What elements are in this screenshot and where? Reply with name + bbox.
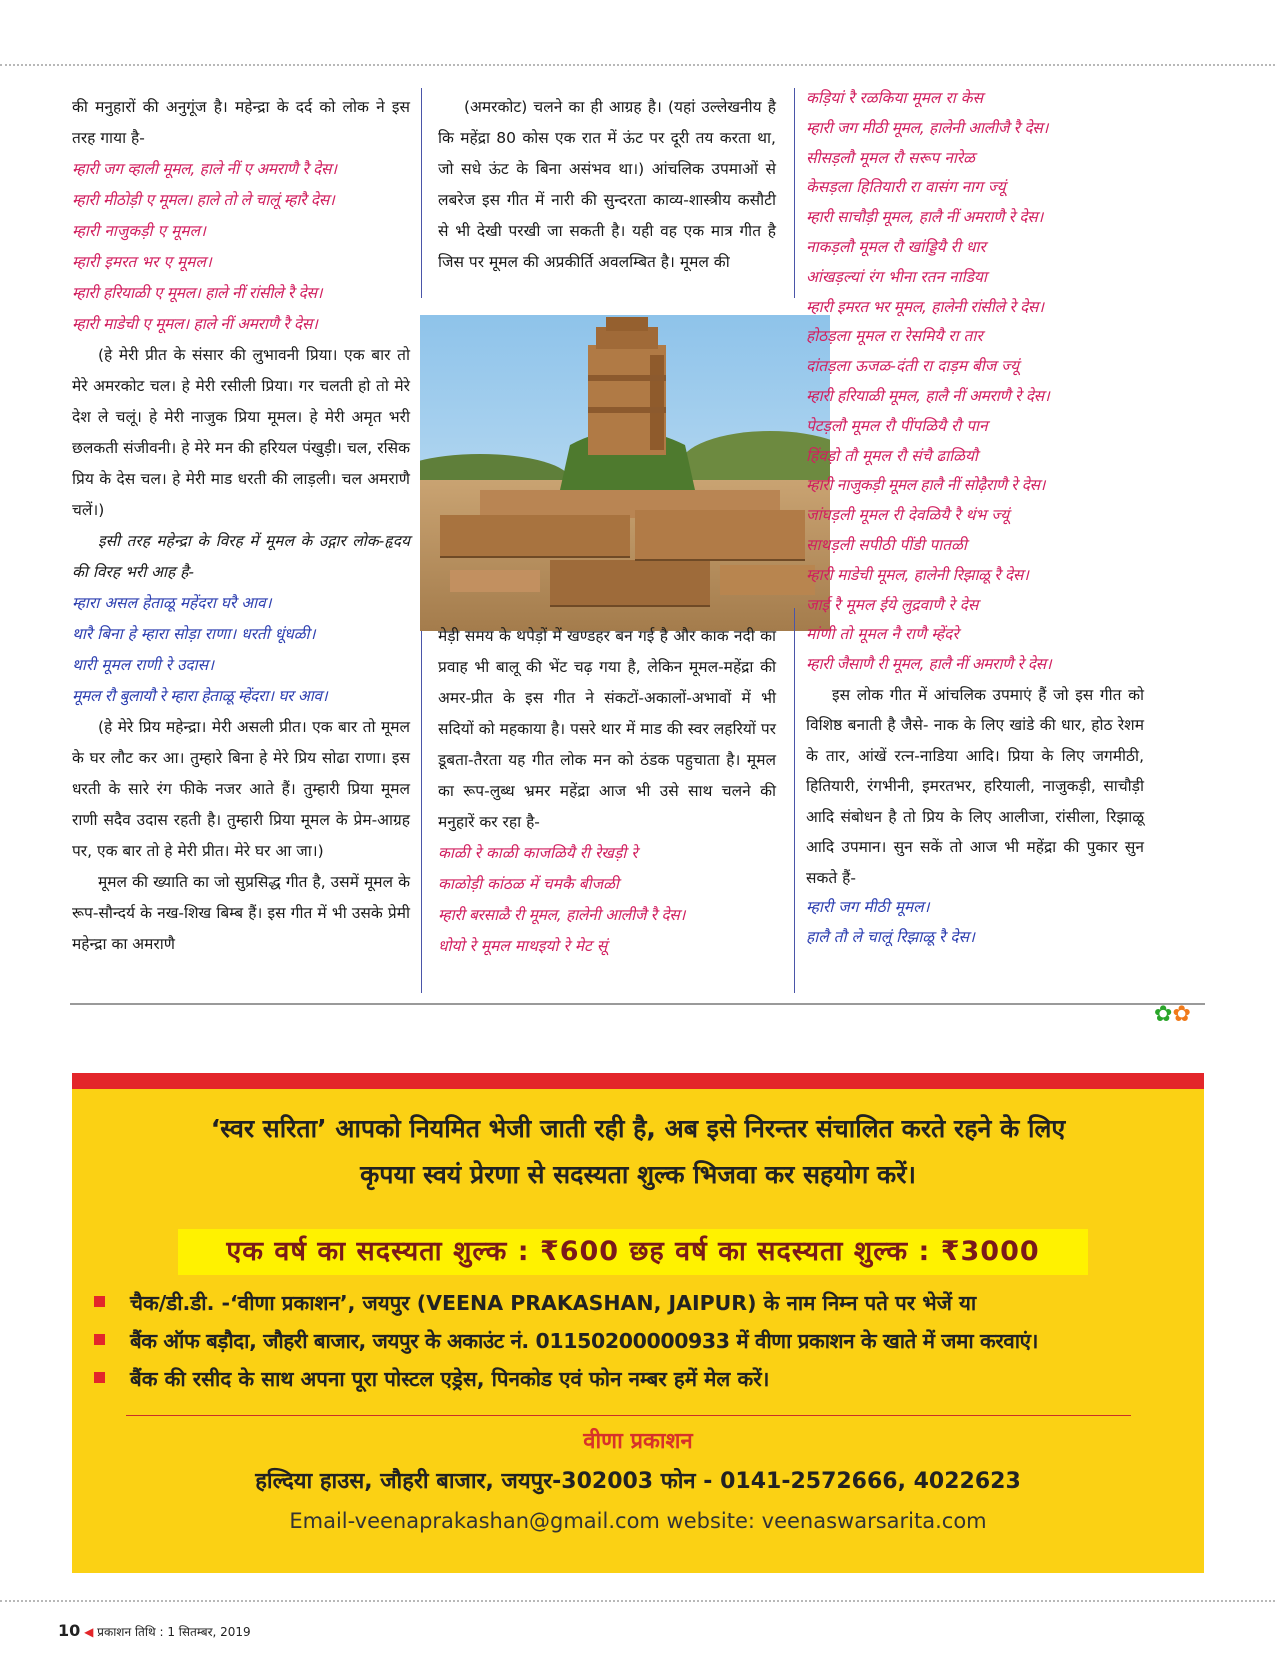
song-line: म्हारी बरसाळै री मूमल, हालेनी आलीजै रै देस। <box>438 906 686 924</box>
column-divider-1 <box>421 88 422 298</box>
col2-paragraph-2: मेड़ी समय के थपेड़ों में खण्डहर बन गई है और काक नदी का प्रवाह भी बालू की भेंट चढ़ गया है, लेकिन मूमल-महेंद्रा की अमर-प्रीत के इस गीत ने संकटों-अकालों-अभावों में भी सदियों को महकाया है। पसरे थार में माड की स्वर लहरियों पर डूबता-तैरता यह गीत लोक मन को ठंडक पहुचाता है। मूमल का रूप-लुब्ध भ्रमर महेंद्रा आज भी उसे साथ चलने की मनुहारें कर रहा है- <box>438 627 776 831</box>
song-line: दांतड़ला ऊजळ-दंती रा दाड़म बीज ज्यूं <box>806 357 1020 376</box>
song-line: म्हारी जग मीठी मूमल। <box>806 898 930 917</box>
song-line: म्हारी नाजुकड़ी ए मूमल। <box>72 222 206 240</box>
page-number: 10 <box>58 1621 81 1640</box>
song-line: धोयो रे मूमल माथइयो रे मेट सूं <box>438 937 608 955</box>
song-line: म्हारी माडेची ए मूमल। हाले नीं अमराणै रै देस। <box>72 315 318 333</box>
song-line: म्हारी नाजुकड़ी मूमल हालै नीं सोढ़ैराणै रे देस। <box>806 476 1046 495</box>
section-divider <box>70 1003 1205 1005</box>
song-line: मांणी तो मूमल नै राणै म्हेंदरे <box>806 625 959 644</box>
song-line: म्हारी इमरत भर ए मूमल। <box>72 253 212 271</box>
temple-ruins-photo <box>420 315 830 631</box>
publication-date: प्रकाशन तिथि : 1 सितम्बर, 2019 <box>97 1625 251 1639</box>
column-3 <box>806 84 1144 953</box>
song-line: म्हारी जग मीठी मूमल, हालेनी आलीजै रै देस। <box>806 118 1049 137</box>
song-line: म्हारी माडेची मूमल, हालेनी रिझाळू रै देस। <box>806 565 1029 584</box>
notice-line-1: ‘स्वर सरिता’ आपको नियमित भेजी जाती रही है, अब इसे निरन्तर संचालित करते रहने के लिए <box>210 1114 1066 1143</box>
song-line: काळी रे काळी काजळियै री रेखड़ी रे <box>438 844 638 862</box>
column-divider-2b <box>794 608 795 993</box>
song-line: म्हारी मीठोड़ी ए मूमल। हाले तो ले चालूं म्हारै देस। <box>72 191 335 209</box>
song-line: साथड़ली सपीठी पींडी पातळी <box>806 535 967 554</box>
payment-instruction: बैंक की रसीद के साथ अपना पूरा पोस्टल एड्रेस, पिनकोड एवं फोन नम्बर हमें मेल करें। <box>94 1365 769 1393</box>
inner-divider <box>126 1415 1131 1416</box>
song-line: म्हारी हरियाळी ए मूमल। हाले नीं रांसीले रै देस। <box>72 284 323 302</box>
song-line: सीसड़लौ मूमल रौ सरूप नारेळ <box>806 148 975 167</box>
col3-paragraph-1: इस लोक गीत में आंचलिक उपमाएं हैं जो इस गीत को विशिष्ठ बनाती है जैसे- नाक के लिए खांडे की धार, होठ रेशम के तार, आंखें रत्न-नाडिया आदि। प्रिया के लिए जगमीठी, हितियारी, रंगभीनी, इमरतभर, हरियाली, नाजुकड़ी, साचौड़ी आदि संबोधन है तो प्रिय के लिए आलीजा, रांसीला, रिझाळू आदि उपमान। सुन सकें तो आज भी महेंद्रा की पुकार सुन सकते हैं- <box>806 685 1144 887</box>
song-line: हालै तौ ले चालूं रिझाळू रै देस। <box>806 928 975 947</box>
column-2-bottom <box>438 621 776 962</box>
column-divider-1b <box>421 608 422 993</box>
col1-paragraph-4: (हे मेरे प्रिय महेन्द्रा। मेरी असली प्रीत। एक बार तो मूमल के घर लौट कर आ। तुम्हारे बिना हे मेरे प्रिय सोढा राणा। इस धरती के सारे रंग फीके नजर आते हैं। तुम्हारी प्रिया मूमल राणी सदैव उदास रहती है। तुम्हारी प्रिया मूमल के प्रेम-आग्रह पर, एक बार तो हे मेरी प्रीत। मेरे घर आ जा।) <box>72 718 410 860</box>
subscription-notice <box>72 1073 1204 1573</box>
song-line: म्हारी साचौड़ी मूमल, हालै नीं अमराणै रे देस। <box>806 208 1043 227</box>
top-dotted-rule <box>0 64 1275 66</box>
bullet-icon <box>94 1296 105 1307</box>
page-footer <box>58 1621 251 1640</box>
col1-paragraph-1: की मनुहारों की अनुगूंज है। महेन्द्रा के दर्द को लोक ने इस तरह गाया है- <box>72 98 410 147</box>
payment-instruction: बैंक ऑफ बड़ौदा, जौहरी बाजार, जयपुर के अकाउंट नं. 01150200000933 में वीणा प्रकाशन के खाते में जमा करवाएं। <box>94 1327 1038 1355</box>
song-line: हिंवड़ो तौ मूमल रौ संचै ढाळियौ <box>806 446 978 465</box>
col1-paragraph-5: मूमल की ख्याति का जो सुप्रसिद्ध गीत है, उसमें मूमल के रूप-सौन्दर्य के नख-शिख बिम्ब हैं। इस गीत में भी उसके प्रेमी महेन्द्रा का अमराणै <box>72 873 410 953</box>
notice-line-2: कृपया स्वयं प्रेरणा से सदस्यता शुल्क भिजवा कर सहयोग करें। <box>360 1160 916 1189</box>
column-divider-2 <box>794 88 795 298</box>
bullet-icon <box>94 1334 105 1345</box>
song-line: पेटड़लौ मूमल रौ पींपळियै रौ पान <box>806 416 988 435</box>
song-line: होठड़ला मूमल रा रेसमियै रा तार <box>806 327 983 346</box>
publisher-name: वीणा प्रकाशन <box>583 1429 693 1454</box>
contact-email-website[interactable]: Email-veenaprakashan@gmail.com website: veenaswarsarita.com <box>289 1509 987 1533</box>
song-line: म्हारी हरियाळी मूमल, हालै नीं अमराणै रे देस। <box>806 386 1050 405</box>
song-line: जाई रै मूमल ईये लुद्रवाणै रे देस <box>806 595 979 614</box>
membership-fee-banner: एक वर्ष का सदस्यता शुल्क : ₹600 छह वर्ष का सदस्यता शुल्क : ₹3000 <box>178 1229 1088 1275</box>
bullet-icon <box>94 1372 105 1383</box>
column-2-top <box>438 92 776 278</box>
song-line: म्हारी जैसाणै री मूमल, हालै नीं अमराणै रे देस। <box>806 655 1052 674</box>
song-line: नाकड़लौ मूमल रौ खांड्डियै री धार <box>806 237 986 256</box>
song-line: कड़ियां रै रळकिया मूमल रा केस <box>806 89 984 107</box>
col1-paragraph-3: इसी तरह महेन्द्रा के विरह में मूमल के उद्गार लोक-हृदय की विरह भरी आह है- <box>72 532 410 581</box>
payment-instruction: चैक/डी.डी. -‘वीणा प्रकाशन’, जयपुर (VEENA PRAKASHAN, JAIPUR) के नाम निम्न पते पर भेजें या <box>94 1289 976 1317</box>
arrow-icon: ◀ <box>84 1625 94 1639</box>
song-line: मूमल रौ बुलायौ रे म्हारा हेताळू म्हेंदरा। घर आव। <box>72 687 328 705</box>
song-line: म्हारा असल हेताळू महेंदरा घरै आव। <box>72 594 272 612</box>
song-line: आंखड़ल्यां रंग भीना रतन नाडिया <box>806 267 987 286</box>
bottom-dotted-rule <box>0 1600 1275 1602</box>
song-line: थारी मूमल राणी रे उदास। <box>72 656 215 674</box>
song-line: म्हारी जग व्हाली मूमल, हाले नीं ए अमराणै रै देस। <box>72 160 337 178</box>
flower-ornament-icon: ✿✿ <box>1154 1002 1191 1027</box>
song-line: काळोड़ी कांठळ में चमकै बीजळी <box>438 875 619 893</box>
song-line: केसड़ला हितियारी रा वासंग नाग ज्यूं <box>806 178 1006 197</box>
col2-paragraph-1: (अमरकोट) चलने का ही आग्रह है। (यहां उल्लेखनीय है कि महेंद्रा 80 कोस एक रात में ऊंट पर दूरी तय करता था, जो सधे ऊंट के बिना असंभव था।) आंचलिक उपमाओं से लबरेज इस गीत में नारी की सुन्दरता काव्य-शास्त्रीय कसौटी से भी देखी परखी जा सकती है। यही वह एक मात्र गीत है जिस पर मूमल की अप्रकीर्ति अवलम्बित है। मूमल की <box>438 98 776 271</box>
song-line: जांघड़ली मूमल री देवळियै रै थंभ ज्यूं <box>806 506 1010 525</box>
song-line: थारै बिना हे म्हारा सोड़ा राणा। धरती धूंधळी। <box>72 625 316 643</box>
column-1 <box>72 92 410 960</box>
col1-paragraph-2: (हे मेरी प्रीत के संसार की लुभावनी प्रिया। एक बार तो मेरे अमरकोट चल। हे मेरी रसीली प्रिया। गर चलती हो तो मेरे देश ले चलूं। हे मेरी नाजुक प्रिया मूमल। हे मेरी अमृत भरी छलकती संजीवनी। हे मेरे मन की हरियल पंखुड़ी। चल, रसिक प्रिय के देस चल। हे मेरी माड धरती की लाड़ली। चल अमराणै चलें।) <box>72 346 410 519</box>
song-line: म्हारी इमरत भर मूमल, हालेनी रांसीले रे देस। <box>806 297 1044 316</box>
publisher-address: हल्दिया हाउस, जौहरी बाजार, जयपुर-302003 फोन - 0141-2572666, 4022623 <box>255 1469 1021 1494</box>
